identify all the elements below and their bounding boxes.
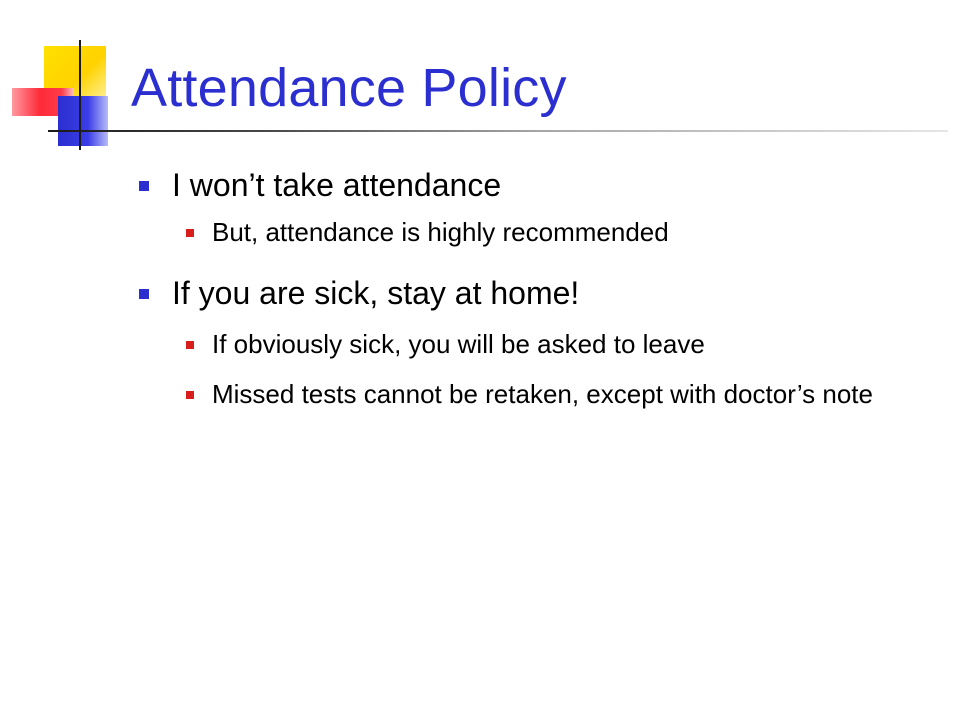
- sub-bullet-text: But, attendance is highly recommended: [212, 217, 669, 247]
- sub-bullet-item: [134, 376, 914, 412]
- sub-bullet-text: If obviously sick, you will be asked to leave: [212, 329, 705, 359]
- decor-blue-square: [58, 96, 108, 146]
- square-bullet-icon: [139, 181, 149, 191]
- bullet-text: If you are sick, stay at home!: [172, 275, 580, 311]
- square-bullet-icon: [186, 341, 194, 349]
- title-underline: [48, 130, 948, 132]
- slide-title: Attendance Policy: [131, 58, 567, 118]
- bullet-item: [134, 164, 914, 206]
- bullet-text: I won’t take attendance: [172, 167, 502, 203]
- bullet-list: [134, 164, 914, 412]
- sub-bullet-item: [134, 214, 914, 250]
- square-bullet-icon: [139, 289, 149, 299]
- decor-vertical-line: [79, 40, 81, 150]
- bullet-item: [134, 272, 914, 314]
- square-bullet-icon: [186, 391, 194, 399]
- sub-bullet-item: [134, 326, 914, 362]
- sub-bullet-text: Missed tests cannot be retaken, except with doctor’s note: [212, 379, 873, 409]
- square-bullet-icon: [186, 229, 194, 237]
